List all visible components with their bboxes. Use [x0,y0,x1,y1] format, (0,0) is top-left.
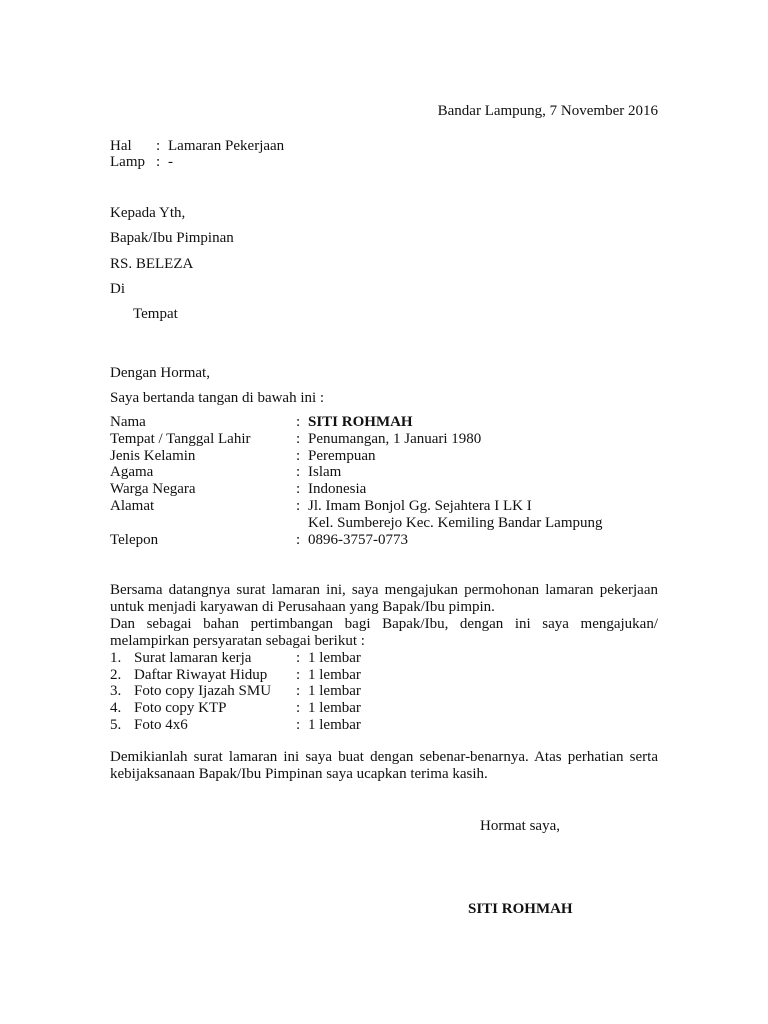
biodata-value: Kel. Sumberejo Kec. Kemiling Bandar Lampung [308,514,603,531]
subject-value: Lamaran Pekerjaan [168,138,285,154]
closing-paragraph: Demikianlah surat lamaran ini saya buat dengan sebenar-benarnya. Atas perhatian serta kebijaksanaan Bapak/Ibu Pimpinan saya ucapkan terima kasih. [110,749,658,782]
subject-key: Hal [110,138,132,154]
list-item [110,650,510,667]
biodata-colon: : [296,447,301,464]
list-item-name: Foto 4x6 [134,716,188,733]
list-item [110,700,510,717]
attachment-count-row [110,154,173,171]
letter-date: Bandar Lampung, 7 November 2016 [437,103,658,119]
list-item [110,717,510,734]
intro-text: Saya bertanda tangan di bawah ini : [110,390,325,406]
biodata-value: Jl. Imam Bonjol Gg. Sejahtera I LK I [308,497,532,514]
biodata-table [110,414,670,548]
biodata-label: Jenis Kelamin [110,447,196,464]
list-item-colon: : [296,650,301,666]
biodata-row [110,448,670,465]
biodata-colon: : [296,481,301,498]
biodata-label [110,515,296,532]
biodata-row [110,481,670,498]
attachment-count-colon: : [156,154,161,170]
signature-name: SITI ROHMAH [468,901,573,917]
list-item-name: Foto copy Ijazah SMU [134,683,272,700]
attachment-count-value: - [168,154,173,170]
biodata-value: 0896-3757-0773 [308,531,408,548]
biodata-colon: : [296,414,301,430]
greeting: Dengan Hormat, [110,365,210,381]
biodata-label: Tempat / Tanggal Lahir [110,430,251,447]
biodata-colon: : [296,497,301,514]
attachment-list [110,650,510,733]
biodata-row [110,414,670,431]
signature-greeting: Hormat saya, [480,818,560,834]
recipient-line-3: RS. BELEZA [110,256,194,272]
list-item-name: Foto copy KTP [134,700,227,717]
list-item-number: 4. [110,700,122,717]
list-item-number: 3. [110,683,122,700]
biodata-value: Indonesia [308,481,367,498]
recipient-line-2: Bapak/Ibu Pimpinan [110,230,234,246]
biodata-row [110,532,670,549]
biodata-label: Agama [110,464,154,481]
list-item-qty: 1 lembar [308,666,361,683]
list-item-qty: 1 lembar [308,683,361,700]
list-item-number: 2. [110,666,122,683]
biodata-colon: : [296,464,301,481]
recipient-line-4: Di [110,281,125,297]
list-item-colon: : [296,716,301,733]
list-item-qty: 1 lembar [308,650,361,666]
list-item-colon: : [296,683,301,700]
list-item-qty: 1 lembar [308,716,361,733]
biodata-value: SITI ROHMAH [308,414,413,430]
biodata-label: Nama [110,414,146,430]
list-item [110,683,510,700]
biodata-colon [296,515,308,532]
recipient-line-1: Kepada Yth, [110,205,186,221]
biodata-row [110,464,670,481]
biodata-row [110,515,670,532]
list-item-colon: : [296,666,301,683]
recipient-line-5: Tempat [133,306,178,322]
list-item-name: Surat lamaran kerja [134,650,252,666]
body-paragraph-1: Bersama datangnya surat lamaran ini, saya mengajukan permohonan lamaran pekerjaan untuk menjadi karyawan di Perusahaan yang Bapak/Ibu pimpin. [110,582,658,615]
biodata-label: Warga Negara [110,481,196,498]
list-item-number: 5. [110,716,122,733]
subject-colon: : [156,138,161,154]
biodata-value: Penumangan, 1 Januari 1980 [308,430,482,447]
subject-row [110,138,284,155]
body-paragraph-2: Dan sebagai bahan pertimbangan bagi Bapak/Ibu, dengan ini saya mengajukan/ melampirkan persyaratan sebagai berikut : [110,616,658,649]
biodata-value: Perempuan [308,447,376,464]
list-item-qty: 1 lembar [308,700,361,717]
biodata-value: Islam [308,464,342,481]
list-item-colon: : [296,700,301,717]
attachment-count-key: Lamp [110,154,145,170]
biodata-row [110,498,670,515]
list-item [110,667,510,684]
biodata-label: Alamat [110,497,155,514]
biodata-label: Telepon [110,531,159,548]
list-item-name: Daftar Riwayat Hidup [134,666,268,683]
biodata-colon: : [296,430,301,447]
biodata-colon: : [296,531,301,548]
biodata-row [110,431,670,448]
list-item-number: 1. [110,650,122,666]
